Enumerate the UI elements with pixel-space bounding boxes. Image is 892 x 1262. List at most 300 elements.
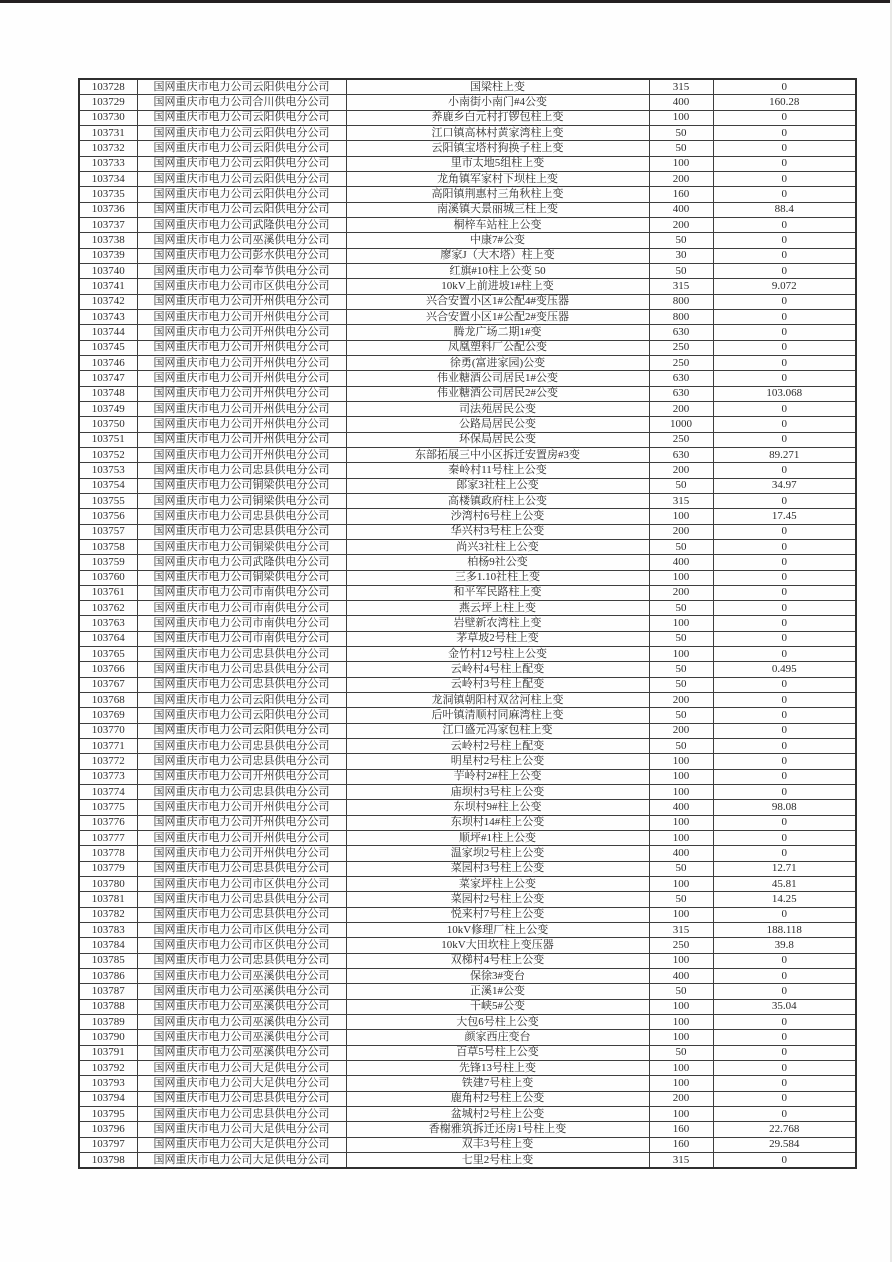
cell-id: 103785 [79, 953, 137, 968]
cell-value: 0 [713, 831, 856, 846]
table-row [79, 754, 856, 769]
cell-company: 国网重庆市电力公司云阳供电分公司 [137, 202, 346, 217]
cell-id: 103731 [79, 125, 137, 140]
table-row [79, 647, 856, 662]
cell-company: 国网重庆市电力公司奉节供电分公司 [137, 263, 346, 278]
cell-capacity: 50 [649, 141, 713, 156]
cell-capacity: 50 [649, 708, 713, 723]
cell-capacity: 100 [649, 907, 713, 922]
cell-id: 103796 [79, 1122, 137, 1137]
cell-value: 29.584 [713, 1137, 856, 1152]
cell-value: 0 [713, 233, 856, 248]
cell-id: 103750 [79, 417, 137, 432]
cell-id: 103789 [79, 1015, 137, 1030]
cell-id: 103741 [79, 279, 137, 294]
cell-id: 103776 [79, 815, 137, 830]
cell-id: 103767 [79, 677, 137, 692]
cell-id: 103783 [79, 923, 137, 938]
cell-id: 103759 [79, 555, 137, 570]
cell-company: 国网重庆市电力公司市区供电分公司 [137, 279, 346, 294]
cell-id: 103753 [79, 463, 137, 478]
table-row [79, 263, 856, 278]
table-row [79, 1061, 856, 1076]
cell-capacity: 200 [649, 401, 713, 416]
table-row [79, 739, 856, 754]
table-row [79, 539, 856, 554]
cell-capacity: 160 [649, 1137, 713, 1152]
cell-value: 0 [713, 1015, 856, 1030]
table-row [79, 616, 856, 631]
cell-name: 芋岭村2#柱上公变 [346, 769, 649, 784]
cell-name: 双丰3号柱上变 [346, 1137, 649, 1152]
cell-company: 国网重庆市电力公司云阳供电分公司 [137, 187, 346, 202]
cell-company: 国网重庆市电力公司忠县供电分公司 [137, 861, 346, 876]
cell-capacity: 100 [649, 1015, 713, 1030]
table-row [79, 800, 856, 815]
cell-name: 岩壁新农湾柱上变 [346, 616, 649, 631]
cell-capacity: 100 [649, 831, 713, 846]
cell-value: 0.495 [713, 662, 856, 677]
table-row [79, 555, 856, 570]
cell-capacity: 50 [649, 631, 713, 646]
cell-value: 0 [713, 647, 856, 662]
cell-value: 0 [713, 79, 856, 95]
cell-name: 明星村2号柱上公变 [346, 754, 649, 769]
cell-company: 国网重庆市电力公司市区供电分公司 [137, 923, 346, 938]
cell-id: 103758 [79, 539, 137, 554]
cell-capacity: 315 [649, 923, 713, 938]
cell-capacity: 100 [649, 110, 713, 125]
cell-id: 103743 [79, 309, 137, 324]
cell-company: 国网重庆市电力公司大足供电分公司 [137, 1152, 346, 1168]
cell-capacity: 250 [649, 938, 713, 953]
cell-company: 国网重庆市电力公司市南供电分公司 [137, 616, 346, 631]
cell-capacity: 400 [649, 969, 713, 984]
cell-id: 103790 [79, 1030, 137, 1045]
cell-company: 国网重庆市电力公司忠县供电分公司 [137, 647, 346, 662]
cell-company: 国网重庆市电力公司巫溪供电分公司 [137, 999, 346, 1014]
table-row [79, 1091, 856, 1106]
cell-capacity: 630 [649, 371, 713, 386]
table-row [79, 877, 856, 892]
table-row [79, 401, 856, 416]
cell-id: 103746 [79, 355, 137, 370]
table-row [79, 463, 856, 478]
cell-name: 菜园村3号柱上公变 [346, 861, 649, 876]
cell-value: 0 [713, 616, 856, 631]
cell-id: 103735 [79, 187, 137, 202]
cell-name: 郎家3社柱上公变 [346, 478, 649, 493]
cell-capacity: 1000 [649, 417, 713, 432]
cell-capacity: 315 [649, 493, 713, 508]
cell-value: 0 [713, 708, 856, 723]
cell-name: 高楼镇政府柱上公变 [346, 493, 649, 508]
table-body [79, 79, 856, 1168]
table-row [79, 509, 856, 524]
cell-name: 龙洞镇朝阳村双岔河柱上变 [346, 693, 649, 708]
cell-capacity: 50 [649, 861, 713, 876]
cell-capacity: 30 [649, 248, 713, 263]
cell-capacity: 100 [649, 877, 713, 892]
cell-company: 国网重庆市电力公司大足供电分公司 [137, 1137, 346, 1152]
cell-value: 35.04 [713, 999, 856, 1014]
cell-id: 103794 [79, 1091, 137, 1106]
cell-name: 江口盛元冯家包柱上变 [346, 723, 649, 738]
cell-id: 103756 [79, 509, 137, 524]
cell-company: 国网重庆市电力公司合川供电分公司 [137, 95, 346, 110]
cell-id: 103730 [79, 110, 137, 125]
table-row [79, 1030, 856, 1045]
cell-company: 国网重庆市电力公司忠县供电分公司 [137, 524, 346, 539]
table-row [79, 294, 856, 309]
cell-capacity: 50 [649, 662, 713, 677]
cell-value: 39.8 [713, 938, 856, 953]
table-row [79, 938, 856, 953]
cell-company: 国网重庆市电力公司开州供电分公司 [137, 815, 346, 830]
cell-id: 103769 [79, 708, 137, 723]
cell-capacity: 50 [649, 601, 713, 616]
cell-value: 0 [713, 325, 856, 340]
cell-id: 103777 [79, 831, 137, 846]
cell-id: 103798 [79, 1152, 137, 1168]
cell-id: 103788 [79, 999, 137, 1014]
cell-capacity: 50 [649, 478, 713, 493]
cell-name: 养鹿乡白元村打锣包柱上变 [346, 110, 649, 125]
cell-capacity: 400 [649, 555, 713, 570]
cell-company: 国网重庆市电力公司武隆供电分公司 [137, 217, 346, 232]
cell-value: 0 [713, 984, 856, 999]
cell-company: 国网重庆市电力公司巫溪供电分公司 [137, 969, 346, 984]
cell-company: 国网重庆市电力公司开州供电分公司 [137, 769, 346, 784]
table-row [79, 892, 856, 907]
cell-name: 双梯村4号柱上公变 [346, 953, 649, 968]
table-row [79, 662, 856, 677]
cell-company: 国网重庆市电力公司开州供电分公司 [137, 355, 346, 370]
cell-id: 103748 [79, 386, 137, 401]
cell-company: 国网重庆市电力公司云阳供电分公司 [137, 723, 346, 738]
cell-id: 103765 [79, 647, 137, 662]
cell-capacity: 315 [649, 279, 713, 294]
cell-capacity: 400 [649, 846, 713, 861]
cell-value: 0 [713, 601, 856, 616]
cell-capacity: 100 [649, 953, 713, 968]
table-row [79, 953, 856, 968]
table-row [79, 785, 856, 800]
table-row [79, 95, 856, 110]
cell-capacity: 100 [649, 754, 713, 769]
cell-value: 0 [713, 371, 856, 386]
table-row [79, 1152, 856, 1168]
cell-capacity: 50 [649, 984, 713, 999]
cell-value: 0 [713, 340, 856, 355]
table-row [79, 923, 856, 938]
table-row [79, 110, 856, 125]
cell-capacity: 160 [649, 1122, 713, 1137]
table-row [79, 1015, 856, 1030]
cell-name: 颜家西庄变台 [346, 1030, 649, 1045]
cell-company: 国网重庆市电力公司忠县供电分公司 [137, 662, 346, 677]
cell-company: 国网重庆市电力公司开州供电分公司 [137, 432, 346, 447]
cell-value: 98.08 [713, 800, 856, 815]
cell-capacity: 315 [649, 1152, 713, 1168]
cell-capacity: 100 [649, 785, 713, 800]
table-row [79, 677, 856, 692]
cell-company: 国网重庆市电力公司开州供电分公司 [137, 325, 346, 340]
cell-name: 先锋13号柱上变 [346, 1061, 649, 1076]
cell-id: 103797 [79, 1137, 137, 1152]
cell-value: 0 [713, 570, 856, 585]
cell-name: 云阳镇宝塔村狗换子柱上变 [346, 141, 649, 156]
cell-company: 国网重庆市电力公司开州供电分公司 [137, 294, 346, 309]
cell-id: 103775 [79, 800, 137, 815]
table-row [79, 417, 856, 432]
cell-name: 柏杨9社公变 [346, 555, 649, 570]
cell-company: 国网重庆市电力公司开州供电分公司 [137, 309, 346, 324]
cell-id: 103754 [79, 478, 137, 493]
cell-capacity: 50 [649, 233, 713, 248]
cell-company: 国网重庆市电力公司市区供电分公司 [137, 877, 346, 892]
cell-company: 国网重庆市电力公司铜梁供电分公司 [137, 539, 346, 554]
page-top-rule [0, 0, 892, 3]
cell-value: 160.28 [713, 95, 856, 110]
cell-id: 103751 [79, 432, 137, 447]
cell-id: 103762 [79, 601, 137, 616]
cell-value: 0 [713, 417, 856, 432]
cell-company: 国网重庆市电力公司开州供电分公司 [137, 846, 346, 861]
cell-name: 茅草坡2号柱上变 [346, 631, 649, 646]
cell-value: 0 [713, 217, 856, 232]
cell-id: 103742 [79, 294, 137, 309]
cell-company: 国网重庆市电力公司大足供电分公司 [137, 1122, 346, 1137]
cell-capacity: 800 [649, 309, 713, 324]
cell-id: 103738 [79, 233, 137, 248]
cell-id: 103779 [79, 861, 137, 876]
cell-name: 七里2号柱上变 [346, 1152, 649, 1168]
cell-id: 103774 [79, 785, 137, 800]
cell-name: 凤凰塑料厂公配公变 [346, 340, 649, 355]
cell-capacity: 200 [649, 1091, 713, 1106]
cell-value: 0 [713, 187, 856, 202]
cell-capacity: 315 [649, 79, 713, 95]
cell-value: 0 [713, 969, 856, 984]
cell-company: 国网重庆市电力公司开州供电分公司 [137, 831, 346, 846]
table-row [79, 907, 856, 922]
cell-value: 0 [713, 723, 856, 738]
cell-id: 103780 [79, 877, 137, 892]
cell-capacity: 400 [649, 95, 713, 110]
cell-value: 0 [713, 294, 856, 309]
cell-company: 国网重庆市电力公司忠县供电分公司 [137, 463, 346, 478]
cell-value: 0 [713, 524, 856, 539]
cell-capacity: 50 [649, 1045, 713, 1060]
cell-id: 103737 [79, 217, 137, 232]
cell-company: 国网重庆市电力公司市南供电分公司 [137, 585, 346, 600]
cell-capacity: 800 [649, 294, 713, 309]
cell-value: 0 [713, 1106, 856, 1121]
cell-company: 国网重庆市电力公司铜梁供电分公司 [137, 478, 346, 493]
cell-company: 国网重庆市电力公司巫溪供电分公司 [137, 233, 346, 248]
cell-name: 保徐3#变台 [346, 969, 649, 984]
cell-name: 温家坝2号柱上公变 [346, 846, 649, 861]
table-row [79, 815, 856, 830]
cell-id: 103773 [79, 769, 137, 784]
cell-value: 22.768 [713, 1122, 856, 1137]
table-row [79, 1045, 856, 1060]
table-row [79, 141, 856, 156]
cell-name: 里市太地5组柱上变 [346, 156, 649, 171]
cell-name: 沙湾村6号柱上公变 [346, 509, 649, 524]
cell-company: 国网重庆市电力公司市区供电分公司 [137, 938, 346, 953]
table-row [79, 279, 856, 294]
cell-value: 9.072 [713, 279, 856, 294]
cell-name: 东坝村14#柱上公变 [346, 815, 649, 830]
cell-capacity: 100 [649, 647, 713, 662]
cell-capacity: 250 [649, 432, 713, 447]
cell-name: 菜园村2号柱上公变 [346, 892, 649, 907]
table-row [79, 355, 856, 370]
cell-value: 0 [713, 1061, 856, 1076]
cell-company: 国网重庆市电力公司巫溪供电分公司 [137, 1015, 346, 1030]
cell-name: 公路局居民公变 [346, 417, 649, 432]
cell-value: 0 [713, 263, 856, 278]
cell-capacity: 400 [649, 800, 713, 815]
cell-id: 103795 [79, 1106, 137, 1121]
cell-capacity: 100 [649, 1106, 713, 1121]
cell-name: 南溪镇天景丽城三柱上变 [346, 202, 649, 217]
cell-id: 103782 [79, 907, 137, 922]
cell-name: 顺坪#1柱上公变 [346, 831, 649, 846]
cell-name: 10kV上前进坡1#柱上变 [346, 279, 649, 294]
cell-name: 红旗#10柱上公变 50 [346, 263, 649, 278]
cell-id: 103786 [79, 969, 137, 984]
table-row [79, 601, 856, 616]
cell-value: 0 [713, 754, 856, 769]
cell-company: 国网重庆市电力公司云阳供电分公司 [137, 125, 346, 140]
cell-name: 伟业糖酒公司居民1#公变 [346, 371, 649, 386]
table-row [79, 769, 856, 784]
cell-company: 国网重庆市电力公司忠县供电分公司 [137, 1091, 346, 1106]
cell-name: 秦岭村11号柱上公变 [346, 463, 649, 478]
table-row [79, 217, 856, 232]
cell-company: 国网重庆市电力公司大足供电分公司 [137, 1076, 346, 1091]
cell-value: 0 [713, 401, 856, 416]
cell-name: 香榭雅筑拆迁还房1号柱上变 [346, 1122, 649, 1137]
cell-capacity: 100 [649, 509, 713, 524]
cell-name: 铁建7号柱上变 [346, 1076, 649, 1091]
cell-value: 17.45 [713, 509, 856, 524]
cell-id: 103787 [79, 984, 137, 999]
table-row [79, 233, 856, 248]
cell-capacity: 630 [649, 386, 713, 401]
cell-value: 0 [713, 815, 856, 830]
table-row [79, 493, 856, 508]
table-row [79, 371, 856, 386]
cell-name: 东部拓展三中小区拆迁安置房#3变 [346, 447, 649, 462]
cell-name: 云岭村2号柱上配变 [346, 739, 649, 754]
cell-value: 0 [713, 631, 856, 646]
table-row [79, 631, 856, 646]
cell-id: 103740 [79, 263, 137, 278]
cell-company: 国网重庆市电力公司大足供电分公司 [137, 1061, 346, 1076]
cell-id: 103744 [79, 325, 137, 340]
cell-capacity: 100 [649, 769, 713, 784]
cell-company: 国网重庆市电力公司市南供电分公司 [137, 601, 346, 616]
cell-value: 0 [713, 1091, 856, 1106]
cell-name: 后叶镇清顺村同麻湾柱上变 [346, 708, 649, 723]
cell-id: 103734 [79, 171, 137, 186]
cell-value: 0 [713, 248, 856, 263]
cell-name: 和平军民路柱上变 [346, 585, 649, 600]
cell-name: 盆城村2号柱上公变 [346, 1106, 649, 1121]
table-row [79, 999, 856, 1014]
cell-name: 金竹村12号柱上公变 [346, 647, 649, 662]
cell-id: 103770 [79, 723, 137, 738]
cell-company: 国网重庆市电力公司云阳供电分公司 [137, 141, 346, 156]
transformer-table [78, 78, 857, 1169]
cell-company: 国网重庆市电力公司铜梁供电分公司 [137, 493, 346, 508]
cell-value: 14.25 [713, 892, 856, 907]
cell-company: 国网重庆市电力公司云阳供电分公司 [137, 693, 346, 708]
cell-company: 国网重庆市电力公司忠县供电分公司 [137, 754, 346, 769]
cell-value: 0 [713, 677, 856, 692]
cell-id: 103781 [79, 892, 137, 907]
cell-company: 国网重庆市电力公司开州供电分公司 [137, 447, 346, 462]
cell-id: 103745 [79, 340, 137, 355]
cell-value: 0 [713, 585, 856, 600]
cell-capacity: 100 [649, 815, 713, 830]
table-row [79, 585, 856, 600]
cell-value: 0 [713, 463, 856, 478]
table-row [79, 447, 856, 462]
cell-id: 103763 [79, 616, 137, 631]
cell-id: 103728 [79, 79, 137, 95]
cell-company: 国网重庆市电力公司巫溪供电分公司 [137, 984, 346, 999]
cell-name: 江口镇高林村黄家湾柱上变 [346, 125, 649, 140]
table-row [79, 831, 856, 846]
table-row [79, 187, 856, 202]
cell-value: 0 [713, 539, 856, 554]
cell-capacity: 50 [649, 539, 713, 554]
cell-value: 34.97 [713, 478, 856, 493]
cell-name: 环保局居民公变 [346, 432, 649, 447]
table-row [79, 478, 856, 493]
cell-company: 国网重庆市电力公司市南供电分公司 [137, 631, 346, 646]
cell-capacity: 100 [649, 1061, 713, 1076]
cell-company: 国网重庆市电力公司开州供电分公司 [137, 417, 346, 432]
cell-name: 三多1.10社柱上变 [346, 570, 649, 585]
cell-capacity: 100 [649, 1030, 713, 1045]
cell-value: 0 [713, 1076, 856, 1091]
cell-value: 0 [713, 493, 856, 508]
cell-company: 国网重庆市电力公司云阳供电分公司 [137, 171, 346, 186]
cell-company: 国网重庆市电力公司忠县供电分公司 [137, 907, 346, 922]
cell-capacity: 100 [649, 1076, 713, 1091]
cell-name: 庙坝村3号柱上公变 [346, 785, 649, 800]
cell-company: 国网重庆市电力公司开州供电分公司 [137, 386, 346, 401]
cell-name: 兴合安置小区1#公配4#变压器 [346, 294, 649, 309]
cell-value: 0 [713, 785, 856, 800]
cell-name: 菜家坪柱上公变 [346, 877, 649, 892]
cell-company: 国网重庆市电力公司武隆供电分公司 [137, 555, 346, 570]
cell-id: 103729 [79, 95, 137, 110]
table-row [79, 386, 856, 401]
cell-capacity: 250 [649, 340, 713, 355]
cell-value: 0 [713, 309, 856, 324]
cell-id: 103764 [79, 631, 137, 646]
cell-company: 国网重庆市电力公司彭水供电分公司 [137, 248, 346, 263]
cell-id: 103784 [79, 938, 137, 953]
cell-value: 0 [713, 1152, 856, 1168]
